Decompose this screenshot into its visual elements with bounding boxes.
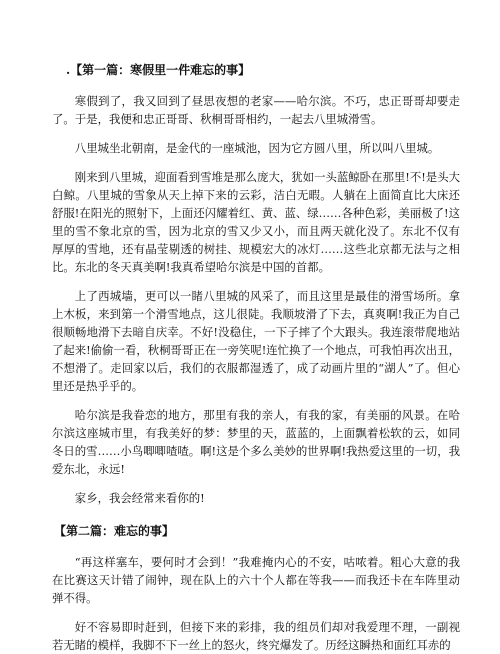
section-1-paragraph-6: 家乡，我会经常来看你的! — [74, 491, 205, 505]
section-1-paragraph-1: 寒假到了，我又回到了昼思夜想的老家——哈尔滨。不巧，忠正哥哥却要走了。于是，我便和忠正哥哥、秋桐哥哥相约，一起去八里城滑雪。 — [52, 94, 460, 126]
section-1-paragraph-5: 哈尔滨是我眷恋的地方，那里有我的亲人，有我的家，有美丽的风景。在哈尔滨这座城市里，有我美好的梦：梦里的天，蓝蓝的，上面飘着松软的云，如同冬日的雪……小鸟唧唧喳喳。啊!这是个多么美妙的世界啊!我热爱这里的一切，我爱东北，永远! — [52, 408, 460, 476]
section-2-paragraph-1: “再这样塞车，要何时才会到！”我难掩内心的不安，咕哝着。粗心大意的我在比赛这天计错了闹钟，现在队上的六十个人都在等我——而我还卡在车阵里动弹不得。 — [52, 555, 460, 605]
section-1-title: .【第一篇：寒假里一件难忘的事】 — [66, 63, 251, 77]
section-1-paragraph-2: 八里城坐北朝南，是金代的一座城池，因为它方圆八里，所以叫八里城。 — [74, 141, 440, 155]
section-2-paragraph-2: 好不容易即时赶到，但接下来的彩排，我的组员们却对我爱理不理，一副视若无睹的模样，我脚不下一丝上的怒火，终究爆发了。历经这瞬热和面红耳赤的 — [52, 620, 460, 652]
section-2-title: 【第二篇：难忘的事】 — [54, 524, 175, 538]
section-1-paragraph-4: 上了西城墙，更可以一睹八里城的风采了，而且这里是最佳的滑雪场所。拿上木板，来到第一个滑雪地点，这儿很陡。我顺坡滑了下去，真爽啊!我正为自己很顺畅地滑下去暗自庆幸。不好!没稳住，一下子摔了个大跟头。我连滚带爬地站了起来!偷偷一看，秋桐哥哥正在一旁笑呢!连忙换了一个地点，可我怕再次出丑，不想滑了。走回家以后，我们的衣服都湿透了，成了动画片里的“湖人”了。但心里还是热乎乎的。 — [52, 289, 460, 393]
section-1-paragraph-3: 刚来到八里城，迎面看到雪堆是那么庞大，犹如一头蓝鲸卧在那里!不!是头大白鲸。八里城的雪象从天上掉下来的云彩，洁白无暇。人躺在上面简直比大床还舒服!在阳光的照射下，上面还闪耀着红、黄、蓝、绿……各种色彩，美丽极了!这里的雪不象北京的雪，因为北京的雪又少又小，而且两天就化没了。东北不仅有厚厚的雪地，还有晶莹剔透的树挂、规模宏大的冰灯……这些北京都无法与之相比。东北的冬天真美啊!我真希望哈尔滨是中国的首都。 — [52, 170, 460, 274]
